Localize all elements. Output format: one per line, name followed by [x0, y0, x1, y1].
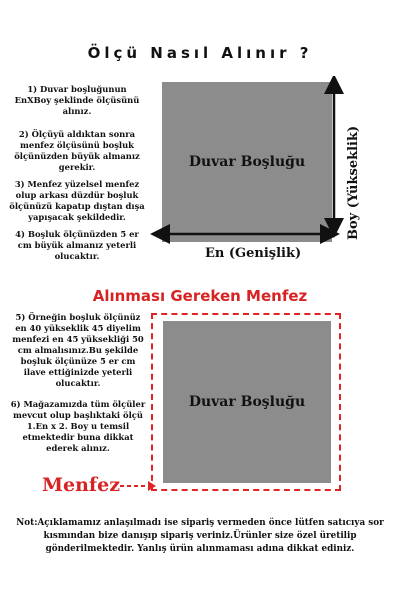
step-6: 6) Mağazamızda tüm ölçüler mevcut olup başlıktaki ölçü 1.En x 2. Boy u temsil etmektedir buna dikkat ederek alınız.: [10, 399, 146, 453]
page-title: Ölçü Nasıl Alınır ?: [87, 44, 313, 62]
menfez-pointer-arrow: [118, 478, 158, 494]
step-1: 1) Duvar boşluğunun EnXBoy şeklinde ölçüsünü alınız.: [14, 84, 140, 116]
step-5: 5) Örneğin boşluk ölçünüz en 40 yükseklik 45 diyelim menfezi en 45 yüksekliği 50 cm almalısınız.Bu şekilde boşluk ölçünüze 5 er cm ilave ettiğinizde yeterli olucaktır.: [12, 312, 144, 388]
section-title: Alınması Gereken Menfez: [92, 287, 308, 305]
top-steps: [8, 84, 146, 262]
note-text: Not:Açıklamamız anlaşılmadı ise sipariş vermeden önce lütfen satıcıya sor kısmından bize danışıp sipariş veriniz.Ürünler size özel üretilip gönderilmektedir. Yanlış ürün alınmaması adına dikkat ediniz.: [16, 518, 384, 554]
bottom-steps: [10, 312, 146, 454]
dimension-arrows: [150, 76, 350, 254]
width-label: En (Genişlik): [205, 246, 302, 261]
step-4: 4) Boşluk ölçünüzden 5 er cm büyük almanız yeterli olucaktır.: [15, 229, 139, 261]
step-2: 2) Ölçüyü aldıktan sonra menfez ölçüsünü boşluk ölçünüzden büyük almanız gerekir.: [14, 129, 140, 172]
menfez-label: Menfez: [42, 474, 120, 496]
wall-opening-box-2: [163, 321, 331, 483]
height-label: Boy (Yükseklik): [346, 125, 361, 240]
wall-opening-label-2: Duvar Boşluğu: [188, 394, 306, 410]
wall-opening-label: Duvar Boşluğu: [188, 154, 306, 170]
step-3: 3) Menfez yüzelsel menfez olup arkası düzdür boşluk ölçünüzü kapatıp dıştan dışa yapışacak şekildedir.: [9, 179, 145, 222]
